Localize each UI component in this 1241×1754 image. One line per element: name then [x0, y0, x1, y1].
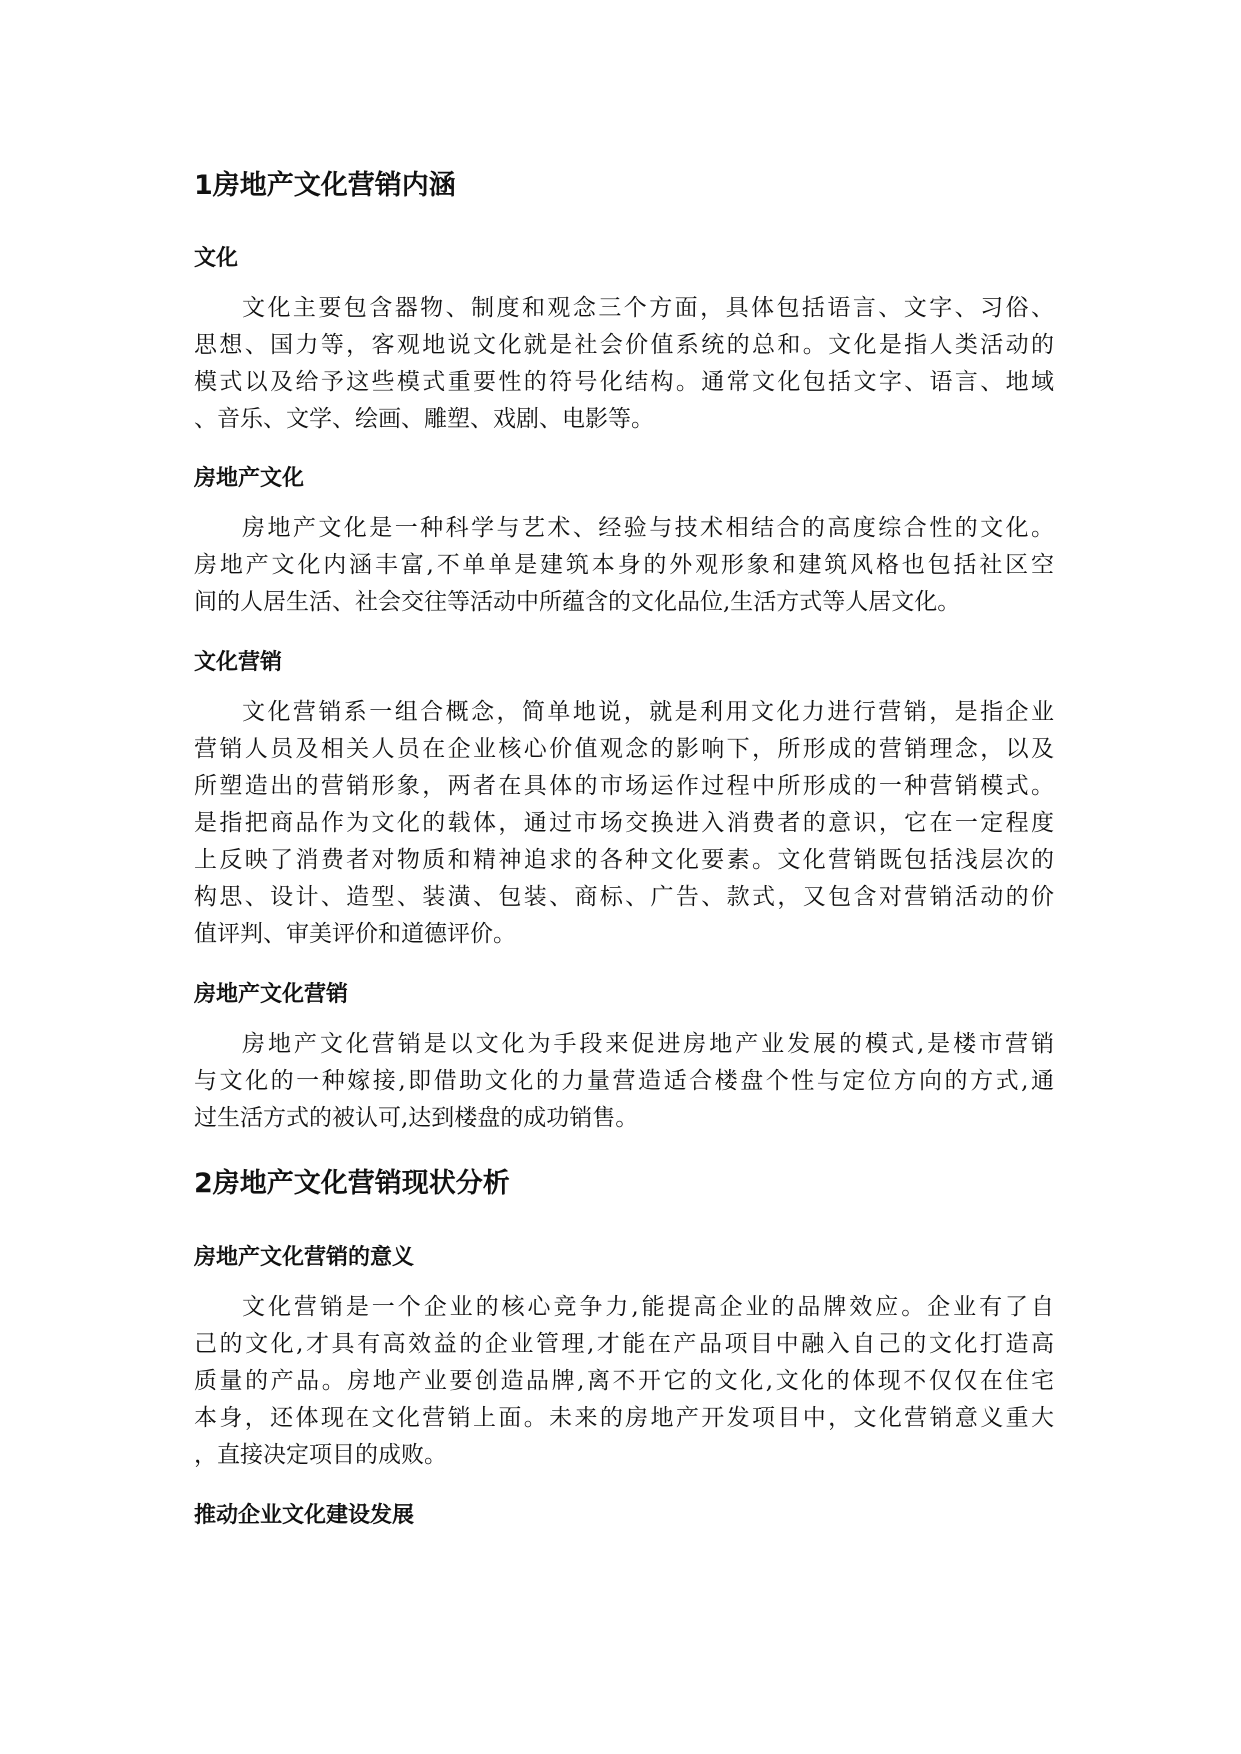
paragraph-line: 房地产文化内涵丰富,不单单是建筑本身的外观形象和建筑风格也包括社区空	[194, 552, 1054, 578]
subsection-title-culture: 文化	[194, 246, 239, 271]
subsection-title-significance: 房地产文化营销的意义	[194, 1245, 415, 1270]
paragraph-line: 房地产文化是一种科学与艺术、经验与技术相结合的高度综合性的文化。	[242, 515, 1054, 541]
section-heading-2: 2房地产文化营销现状分析	[194, 1168, 510, 1199]
paragraph-line: 己的文化,才具有高效益的企业管理,才能在产品项目中融入自己的文化打造高	[194, 1331, 1054, 1357]
paragraph-line: 是指把商品作为文化的载体，通过市场交换进入消费者的意识，它在一定程度	[194, 810, 1054, 836]
paragraph-line: 上反映了消费者对物质和精神追求的各种文化要素。文化营销既包括浅层次的	[194, 847, 1054, 873]
paragraph-line: 模式以及给予这些模式重要性的符号化结构。通常文化包括文字、语言、地域	[194, 369, 1054, 395]
subsection-title-cultural-marketing: 文化营销	[194, 650, 283, 675]
subsection-title-promote-corporate-culture: 推动企业文化建设发展	[194, 1503, 415, 1528]
paragraph-line: 所塑造出的营销形象，两者在具体的市场运作过程中所形成的一种营销模式。	[194, 773, 1054, 799]
paragraph-real-estate-cultural-marketing	[194, 1026, 1054, 1137]
paragraph-line: 构思、设计、造型、装潢、包装、商标、广告、款式，又包含对营销活动的价	[194, 884, 1054, 910]
section-heading-1: 1房地产文化营销内涵	[194, 170, 456, 201]
paragraph-line: 间的人居生活、社会交往等活动中所蕴含的文化品位,生活方式等人居文化。	[194, 589, 961, 615]
paragraph-line: 本身，还体现在文化营销上面。未来的房地产开发项目中，文化营销意义重大	[194, 1405, 1054, 1431]
paragraph-line: 质量的产品。房地产业要创造品牌,离不开它的文化,文化的体现不仅仅在住宅	[194, 1368, 1054, 1394]
paragraph-culture	[194, 290, 1054, 438]
paragraph-cultural-marketing	[194, 694, 1054, 953]
paragraph-line: ，直接决定项目的成败。	[194, 1442, 447, 1468]
paragraph-line: 文化营销系一组合概念，简单地说，就是利用文化力进行营销，是指企业	[242, 699, 1054, 725]
paragraph-line: 与文化的一种嫁接,即借助文化的力量营造适合楼盘个性与定位方向的方式,通	[194, 1068, 1054, 1094]
paragraph-significance	[194, 1289, 1054, 1474]
paragraph-line: 、音乐、文学、绘画、雕塑、戏剧、电影等。	[194, 406, 654, 432]
subsection-title-real-estate-culture: 房地产文化	[194, 466, 305, 491]
subsection-title-real-estate-cultural-marketing: 房地产文化营销	[194, 982, 349, 1007]
paragraph-line: 房地产文化营销是以文化为手段来促进房地产业发展的模式,是楼市营销	[242, 1031, 1054, 1057]
paragraph-line: 营销人员及相关人员在企业核心价值观念的影响下，所形成的营销理念，以及	[194, 736, 1054, 762]
paragraph-line: 值评判、审美评价和道德评价。	[194, 921, 516, 947]
paragraph-line: 思想、国力等，客观地说文化就是社会价值系统的总和。文化是指人类活动的	[194, 332, 1054, 358]
paragraph-line: 文化主要包含器物、制度和观念三个方面，具体包括语言、文字、习俗、	[242, 295, 1054, 321]
paragraph-line: 文化营销是一个企业的核心竞争力,能提高企业的品牌效应。企业有了自	[242, 1294, 1054, 1320]
paragraph-line: 过生活方式的被认可,达到楼盘的成功销售。	[194, 1105, 639, 1131]
paragraph-real-estate-culture	[194, 510, 1054, 621]
